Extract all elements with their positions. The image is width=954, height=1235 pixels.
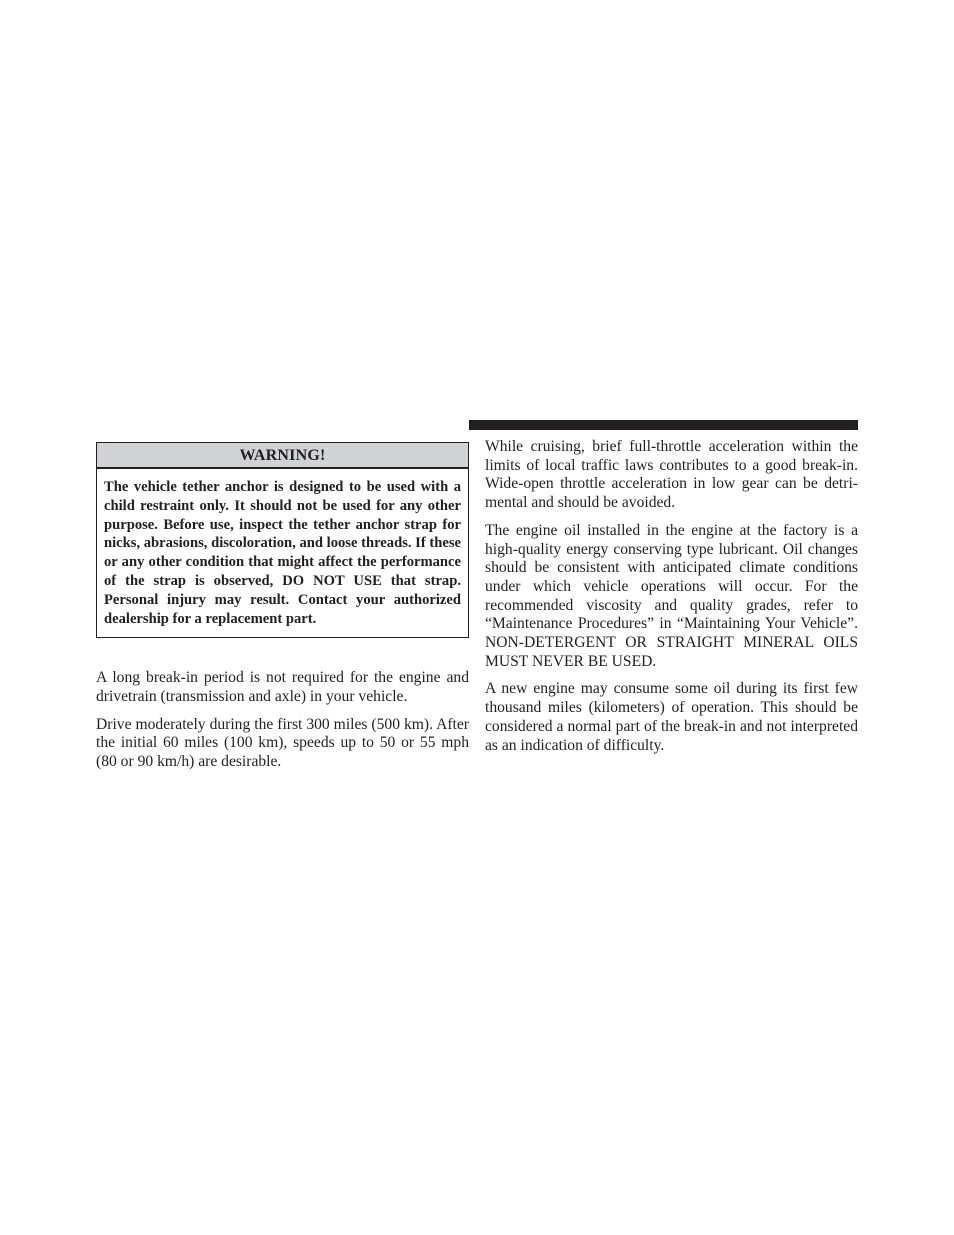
paragraph-oil-consumption: A new engine may consume some oil during its first few thousand miles (kilometers) of operation. This should be considered a normal part of the break-in and not interpreted as an indication of difficulty. xyxy=(485,680,858,754)
paragraph-break-in-period: A long break-in period is not required for the engine and drivetrain (transmission and axle) in your vehicle. xyxy=(96,669,469,706)
section-header-bar xyxy=(469,420,858,430)
paragraph-engine-oil: The engine oil installed in the engine at the factory is a high-quality energy conserving type lubricant. Oil changes should be consistent with anticipated climate conditions under which vehicle operations will occur. For the recommended viscosity and quality grades, refer to “Maintenance Procedures” in “Maintaining Your Vehicle”. NON-DETERGENT OR STRAIGHT MINERAL OILS MUST NEVER BE USED. xyxy=(485,521,858,670)
paragraph-cruising: While cruising, brief full-throttle acceleration within the limits of local traffic laws contributes to a good break-in. Wide-open throttle acceleration in low gear can be detrimental and should be avoided. xyxy=(485,438,858,512)
left-column xyxy=(96,442,469,772)
right-column xyxy=(485,438,858,755)
paragraph-drive-moderately: Drive moderately during the first 300 miles (500 km). After the initial 60 miles (100 km), speeds up to 50 or 55 mph (80 or 90 km/h) are desirable. xyxy=(96,715,469,771)
warning-box xyxy=(96,442,469,638)
warning-title: WARNING! xyxy=(97,443,468,469)
warning-text: The vehicle tether anchor is designed to be used with a child restraint only. It should not be used for any other purpose. Before use, inspect the tether anchor strap for nicks, abrasions, discoloration, and loose threads. If these or any other condition that might affect the performance of the strap is observed, DO NOT USE that strap. Personal injury may result. Contact your authorized dealership for a replacement part. xyxy=(104,479,461,627)
